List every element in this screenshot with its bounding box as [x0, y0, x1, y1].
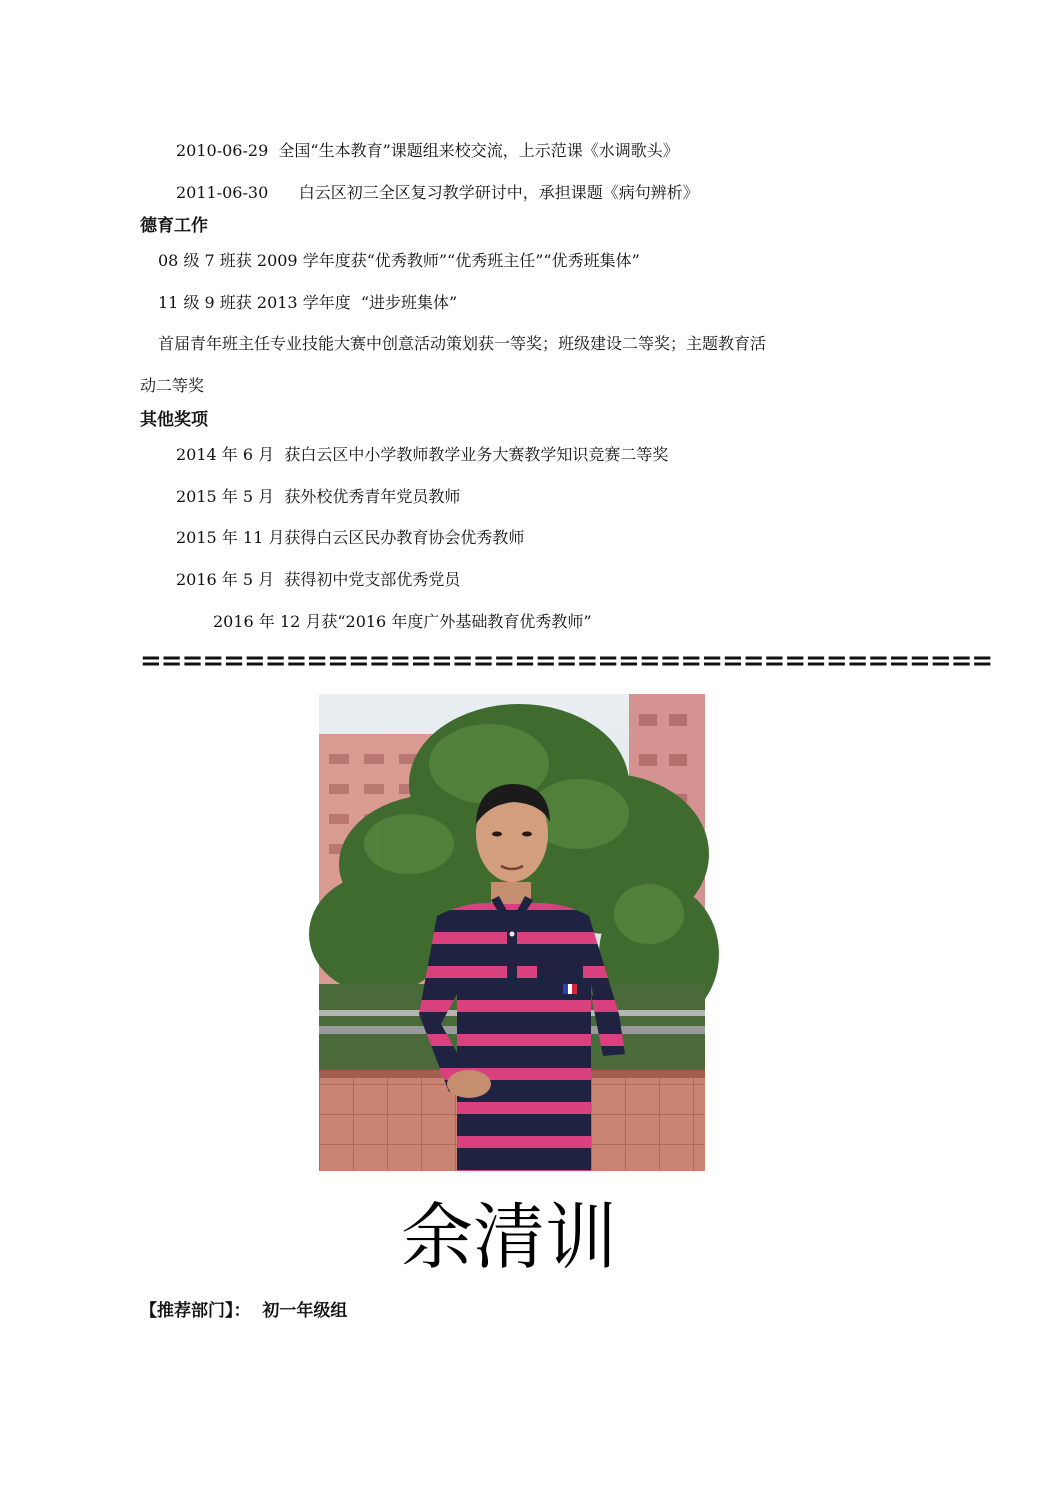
moral-education-item: 动二等奖: [140, 376, 205, 395]
moral-education-heading: 德育工作: [140, 216, 208, 236]
award-item: 2015 年 11 月获得白云区民办教育协会优秀教师: [176, 528, 525, 547]
teaching-record: 2010-06-29 全国“生本教育”课题组来校交流，上示范课《水调歌头》: [176, 141, 679, 160]
teacher-photo: [319, 694, 705, 1171]
award-item: 2014 年 6 月 获白云区中小学教师教学业务大赛教学知识竞赛二等奖: [176, 445, 669, 464]
award-item: 2015 年 5 月 获外校优秀青年党员教师: [176, 487, 461, 506]
award-item: 2016 年 5 月 获得初中党支部优秀党员: [176, 570, 461, 589]
teacher-name: 余清训: [400, 1195, 617, 1279]
moral-education-item: 11 级 9 班获 2013 学年度 “进步班集体”: [158, 293, 458, 312]
moral-education-item: 首届青年班主任专业技能大赛中创意活动策划获一等奖；班级建设二等奖；主题教育活: [158, 334, 767, 353]
other-awards-heading: 其他奖项: [140, 410, 208, 430]
teaching-record: 2011-06-30 白云区初三全区复习教学研讨中，承担课题《病句辨析》: [176, 183, 699, 202]
recommending-department: 【推荐部门】： 初一年级组: [140, 1301, 348, 1321]
moral-education-item: 08 级 7 班获 2009 学年度获“优秀教师”“优秀班主任”“优秀班集体”: [158, 251, 640, 270]
section-divider: =========================================: [140, 646, 993, 676]
award-item: 2016 年 12 月获“2016 年度广外基础教育优秀教师”: [213, 612, 592, 631]
